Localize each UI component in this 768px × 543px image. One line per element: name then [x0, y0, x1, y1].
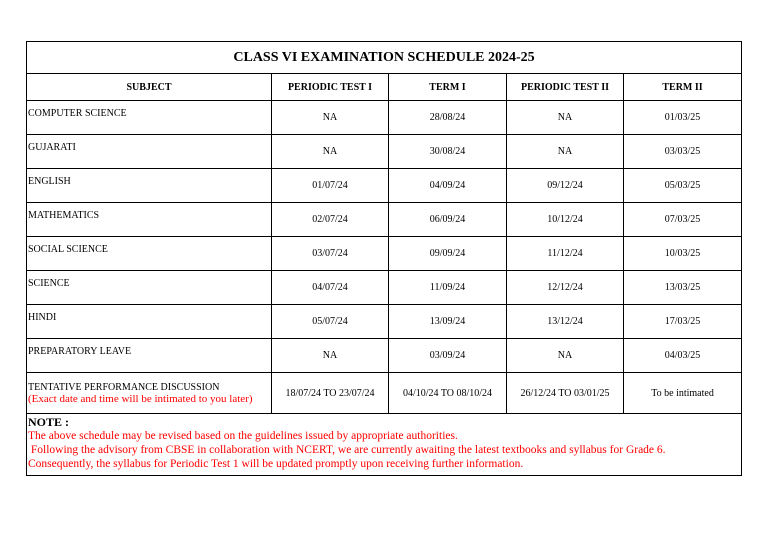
pt2-cell: 10/12/24: [507, 203, 624, 237]
pt1-cell: 04/07/24: [272, 271, 389, 305]
pt1-cell: 03/07/24: [272, 237, 389, 271]
table-row: [27, 271, 742, 305]
note-row: [27, 414, 742, 476]
pt1-cell: NA: [272, 339, 389, 373]
pt1-cell: NA: [272, 101, 389, 135]
term1-cell: 06/09/24: [389, 203, 507, 237]
subject-cell: SOCIAL SCIENCE: [27, 237, 272, 271]
term1-cell: 11/09/24: [389, 271, 507, 305]
column-header-subject: SUBJECT: [27, 74, 272, 101]
note-line: Consequently, the syllabus for Periodic Test 1 will be updated promptly upon receiving further information.: [28, 458, 524, 470]
pt1-cell: 05/07/24: [272, 305, 389, 339]
table-row: [27, 169, 742, 203]
table-row: [27, 203, 742, 237]
subject-cell: COMPUTER SCIENCE: [27, 101, 272, 135]
pt1-cell: 01/07/24: [272, 169, 389, 203]
subject-cell: PREPARATORY LEAVE: [27, 339, 272, 373]
subject-cell: MATHEMATICS: [27, 203, 272, 237]
note-cell: [27, 414, 742, 476]
table-row: [27, 237, 742, 271]
column-header-term-2: TERM II: [624, 74, 742, 101]
table-row: [27, 305, 742, 339]
term2-cell: 10/03/25: [624, 237, 742, 271]
note-title: NOTE :: [28, 415, 70, 429]
term2-cell: 03/03/25: [624, 135, 742, 169]
subject-cell: SCIENCE: [27, 271, 272, 305]
term2-cell: 13/03/25: [624, 271, 742, 305]
term1-cell: 13/09/24: [389, 305, 507, 339]
term1-cell: 28/08/24: [389, 101, 507, 135]
discussion-note: (Exact date and time will be intimated to you later): [28, 392, 253, 405]
pt2-cell: NA: [507, 339, 624, 373]
table-row: [27, 101, 742, 135]
discussion-row: [27, 373, 742, 414]
term2-cell: 01/03/25: [624, 101, 742, 135]
discussion-pt2-cell: 26/12/24 TO 03/01/25: [507, 373, 624, 414]
term2-cell: 07/03/25: [624, 203, 742, 237]
discussion-term2-cell: To be intimated: [624, 373, 742, 414]
term1-cell: 30/08/24: [389, 135, 507, 169]
table-header-row: [27, 74, 742, 101]
pt2-cell: 12/12/24: [507, 271, 624, 305]
term1-cell: 09/09/24: [389, 237, 507, 271]
term2-cell: 17/03/25: [624, 305, 742, 339]
term2-cell: 05/03/25: [624, 169, 742, 203]
pt2-cell: 09/12/24: [507, 169, 624, 203]
subject-cell: GUJARATI: [27, 135, 272, 169]
pt1-cell: 02/07/24: [272, 203, 389, 237]
pt2-cell: 13/12/24: [507, 305, 624, 339]
subject-cell: ENGLISH: [27, 169, 272, 203]
pt1-cell: NA: [272, 135, 389, 169]
discussion-subject-cell: [27, 373, 272, 414]
schedule-sheet: [26, 41, 741, 476]
pt2-cell: NA: [507, 135, 624, 169]
page-title: CLASS VI EXAMINATION SCHEDULE 2024-25: [27, 42, 742, 74]
pt2-cell: 11/12/24: [507, 237, 624, 271]
discussion-term1-cell: 04/10/24 TO 08/10/24: [389, 373, 507, 414]
table-row: [27, 339, 742, 373]
schedule-table: [26, 41, 742, 476]
term2-cell: 04/03/25: [624, 339, 742, 373]
pt2-cell: NA: [507, 101, 624, 135]
discussion-label: TENTATIVE PERFORMANCE DISCUSSION: [28, 381, 220, 393]
note-line: The above schedule may be revised based on the guidelines issued by appropriate authorities.: [28, 430, 458, 442]
subject-cell: HINDI: [27, 305, 272, 339]
column-header-term-1: TERM I: [389, 74, 507, 101]
term1-cell: 03/09/24: [389, 339, 507, 373]
column-header-periodic-test-2: PERIODIC TEST II: [507, 74, 624, 101]
term1-cell: 04/09/24: [389, 169, 507, 203]
column-header-periodic-test-1: PERIODIC TEST I: [272, 74, 389, 101]
discussion-pt1-cell: 18/07/24 TO 23/07/24: [272, 373, 389, 414]
note-line: Following the advisory from CBSE in collaboration with NCERT, we are currently awaiting the latest textbooks and syllabus for Grade 6.: [28, 444, 666, 456]
table-row: [27, 135, 742, 169]
